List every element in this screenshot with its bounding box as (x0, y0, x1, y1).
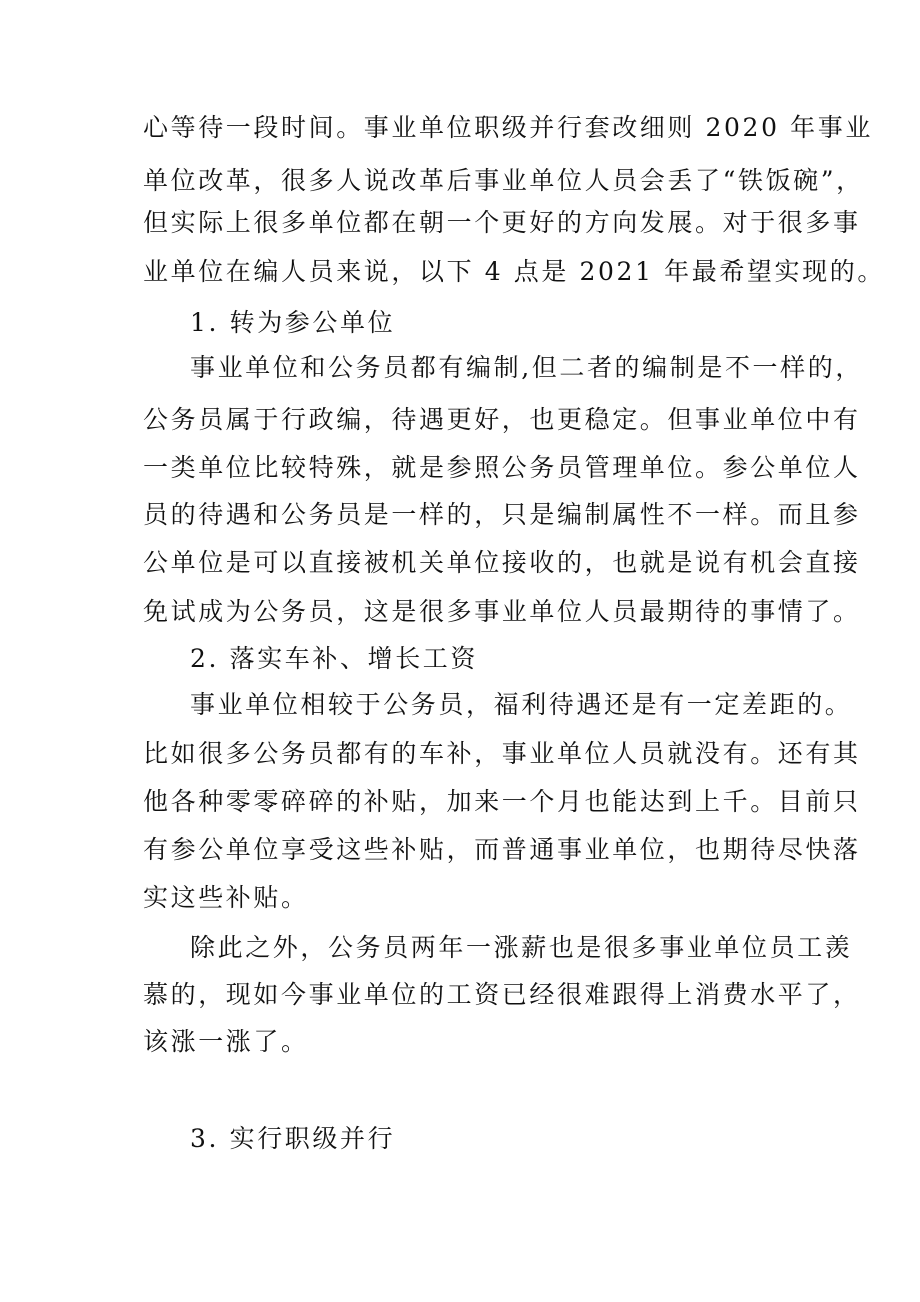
paragraph-line: 免试成为公务员，这是很多事业单位人员最期待的事情了。 (143, 597, 861, 626)
paragraph-line: 心等待一段时间。事业单位职级并行套改细则 2020 年事业 (143, 113, 873, 142)
paragraph-line: 事业单位相较于公务员，福利待遇还是有一定差距的。 (190, 690, 853, 719)
section-heading-1: 1. 转为参公单位 (190, 308, 396, 337)
paragraph-line: 一类单位比较特殊，就是参照公务员管理单位。参公单位人 (143, 453, 861, 482)
paragraph-line: 他各种零零碎碎的补贴，加来一个月也能达到上千。目前只 (143, 787, 861, 816)
paragraph-line: 比如很多公务员都有的车补，事业单位人员就没有。还有其 (143, 739, 861, 768)
paragraph-line: 公务员属于行政编，待遇更好，也更稳定。但事业单位中有 (143, 405, 861, 434)
paragraph-line: 员的待遇和公务员是一样的，只是编制属性不一样。而且参 (143, 500, 861, 529)
paragraph-line: 但实际上很多单位都在朝一个更好的方向发展。对于很多事 (143, 208, 861, 237)
paragraph-line: 除此之外，公务员两年一涨薪也是很多事业单位员工羡 (190, 933, 853, 962)
paragraph-line: 单位改革，很多人说改革后事业单位人员会丢了“铁饭碗”， (143, 166, 864, 195)
paragraph-line: 实这些补贴。 (143, 883, 309, 912)
paragraph-line: 慕的，现如今事业单位的工资已经很难跟得上消费水平了， (143, 980, 861, 1009)
paragraph-line: 事业单位和公务员都有编制,但二者的编制是不一样的， (190, 353, 863, 382)
paragraph-line: 业单位在编人员来说，以下 4 点是 2021 年最希望实现的。 (143, 257, 885, 286)
paragraph-line: 有参公单位享受这些补贴，而普通事业单位，也期待尽快落 (143, 835, 861, 864)
section-heading-3: 3. 实行职级并行 (190, 1124, 396, 1153)
section-heading-2: 2. 落实车补、增长工资 (190, 644, 479, 673)
paragraph-line: 公单位是可以直接被机关单位接收的，也就是说有机会直接 (143, 548, 861, 577)
paragraph-line: 该涨一涨了。 (143, 1027, 309, 1056)
